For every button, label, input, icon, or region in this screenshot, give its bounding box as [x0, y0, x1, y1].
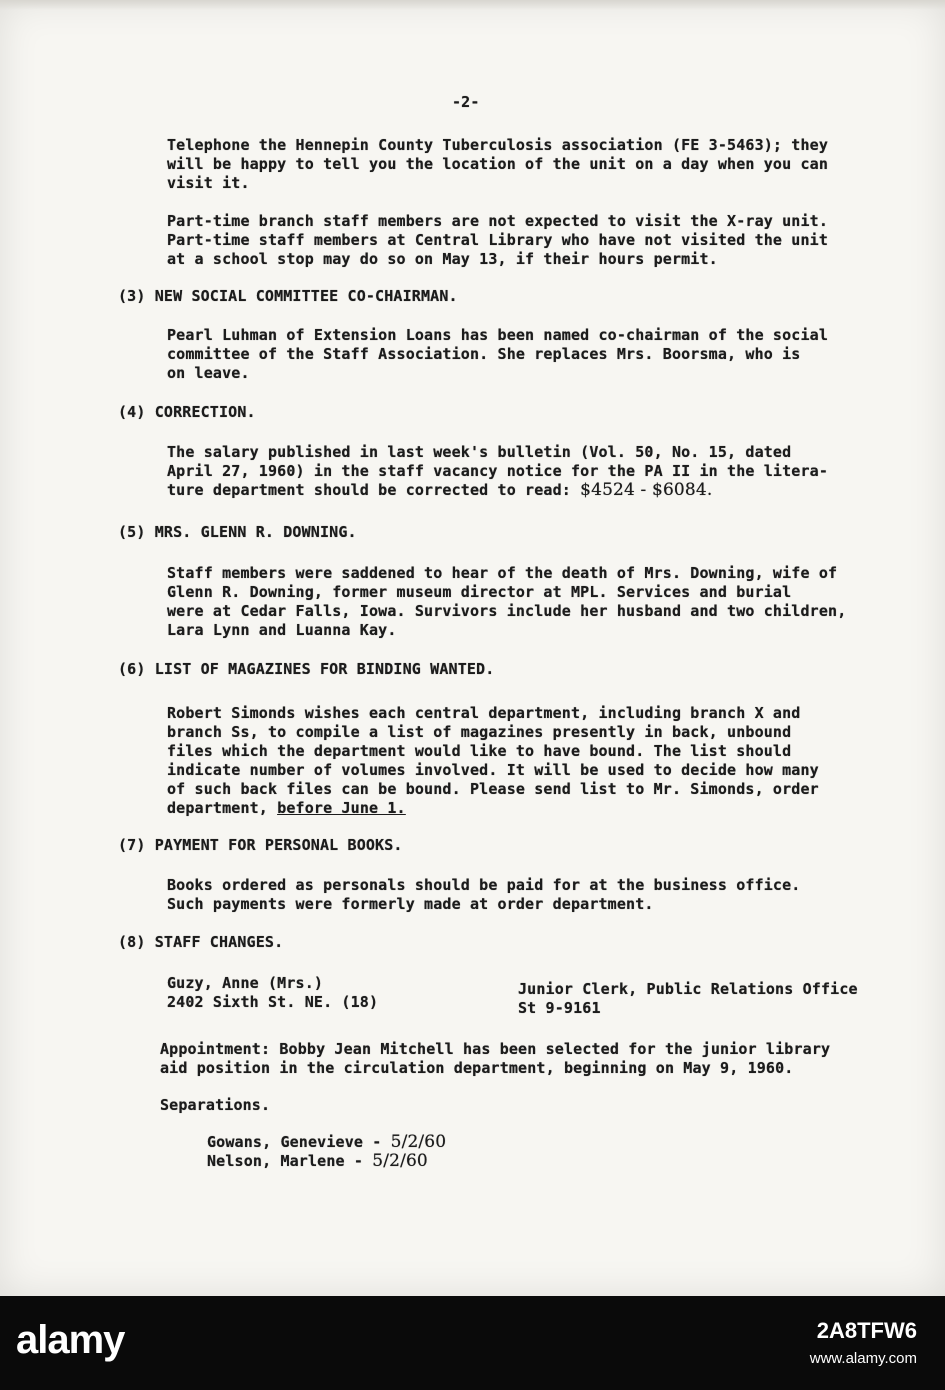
- separation-name: Nelson, Marlene -: [207, 1152, 364, 1170]
- paragraph-line: of such back files can be bound. Please send list to Mr. Simonds, order: [167, 780, 819, 798]
- handwritten-date: 5/2/60: [390, 1132, 447, 1152]
- paragraph-line: were at Cedar Falls, Iowa. Survivors include her husband and two children,: [167, 602, 847, 620]
- paragraph-line: Pearl Luhman of Extension Loans has been named co-chairman of the social: [167, 326, 829, 344]
- paragraph-line: indicate number of volumes involved. It will be used to decide how many: [167, 761, 819, 779]
- paragraph-line: Such payments were formerly made at order department.: [167, 895, 654, 913]
- paragraph-line: visit it.: [167, 174, 250, 192]
- staff-phone: St 9-9161: [518, 999, 601, 1017]
- paragraph-line: Robert Simonds wishes each central department, including branch X and: [167, 704, 801, 722]
- staff-position: Junior Clerk, Public Relations Office: [518, 980, 858, 998]
- paragraph-line: on leave.: [167, 364, 250, 382]
- handwritten-date: 5/2/60: [372, 1151, 428, 1171]
- paragraph-line: branch Ss, to compile a list of magazines presently in back, unbound: [167, 723, 792, 741]
- section-heading: (3) NEW SOCIAL COMMITTEE CO-CHAIRMAN.: [118, 287, 458, 305]
- separation-entry: [207, 1152, 428, 1171]
- paragraph-line: The salary published in last week's bulletin (Vol. 50, No. 15, dated: [167, 443, 792, 461]
- paragraph-line: Books ordered as personals should be paid for at the business office.: [167, 876, 801, 894]
- paragraph-text: department,: [167, 799, 268, 817]
- paragraph-text: ture department should be corrected to read:: [167, 481, 571, 499]
- site-url: www.alamy.com: [809, 1350, 917, 1367]
- page-number: -2-: [452, 93, 480, 111]
- paragraph-line: Glenn R. Downing, former museum director at MPL. Services and burial: [167, 583, 792, 601]
- paragraph-line: [167, 481, 712, 500]
- image-id: 2A8TFW6: [816, 1318, 917, 1343]
- separation-name: Gowans, Genevieve -: [207, 1133, 382, 1151]
- section-heading: (4) CORRECTION.: [118, 403, 256, 421]
- paragraph-line: aid position in the circulation department, beginning on May 9, 1960.: [160, 1059, 794, 1077]
- staff-address: 2402 Sixth St. NE. (18): [167, 993, 379, 1011]
- paragraph-line: will be happy to tell you the location of the unit on a day when you can: [167, 155, 829, 173]
- section-heading: (6) LIST OF MAGAZINES FOR BINDING WANTED.: [118, 660, 495, 678]
- paragraph-line: Part-time staff members at Central Library who have not visited the unit: [167, 231, 829, 249]
- handwritten-salary: $4524 - $6084.: [580, 480, 713, 500]
- paragraph-line: Lara Lynn and Luanna Kay.: [167, 621, 397, 639]
- alamy-logo: alamy: [16, 1318, 125, 1362]
- section-heading: (8) STAFF CHANGES.: [118, 933, 284, 951]
- section-heading: (5) MRS. GLENN R. DOWNING.: [118, 523, 357, 541]
- paragraph-line: [167, 799, 406, 818]
- separation-entry: [207, 1133, 446, 1152]
- paragraph-line: Part-time branch staff members are not expected to visit the X-ray unit.: [167, 212, 829, 230]
- paragraph-line: April 27, 1960) in the staff vacancy notice for the PA II in the litera-: [167, 462, 829, 480]
- paragraph-line: files which the department would like to have bound. The list should: [167, 742, 792, 760]
- section-heading: (7) PAYMENT FOR PERSONAL BOOKS.: [118, 836, 403, 854]
- watermark-banner: [0, 1296, 945, 1390]
- paragraph-line: Telephone the Hennepin County Tuberculosis association (FE 3-5463); they: [167, 136, 829, 154]
- staff-name: Guzy, Anne (Mrs.): [167, 974, 324, 992]
- paragraph-line: at a school stop may do so on May 13, if their hours permit.: [167, 250, 718, 268]
- deadline-underlined: before June 1.: [277, 799, 406, 817]
- paragraph-line: Staff members were saddened to hear of the death of Mrs. Downing, wife of: [167, 564, 838, 582]
- separations-label: Separations.: [160, 1096, 271, 1114]
- paragraph-line: committee of the Staff Association. She replaces Mrs. Boorsma, who is: [167, 345, 801, 363]
- paragraph-line: Appointment: Bobby Jean Mitchell has been selected for the junior library: [160, 1040, 831, 1058]
